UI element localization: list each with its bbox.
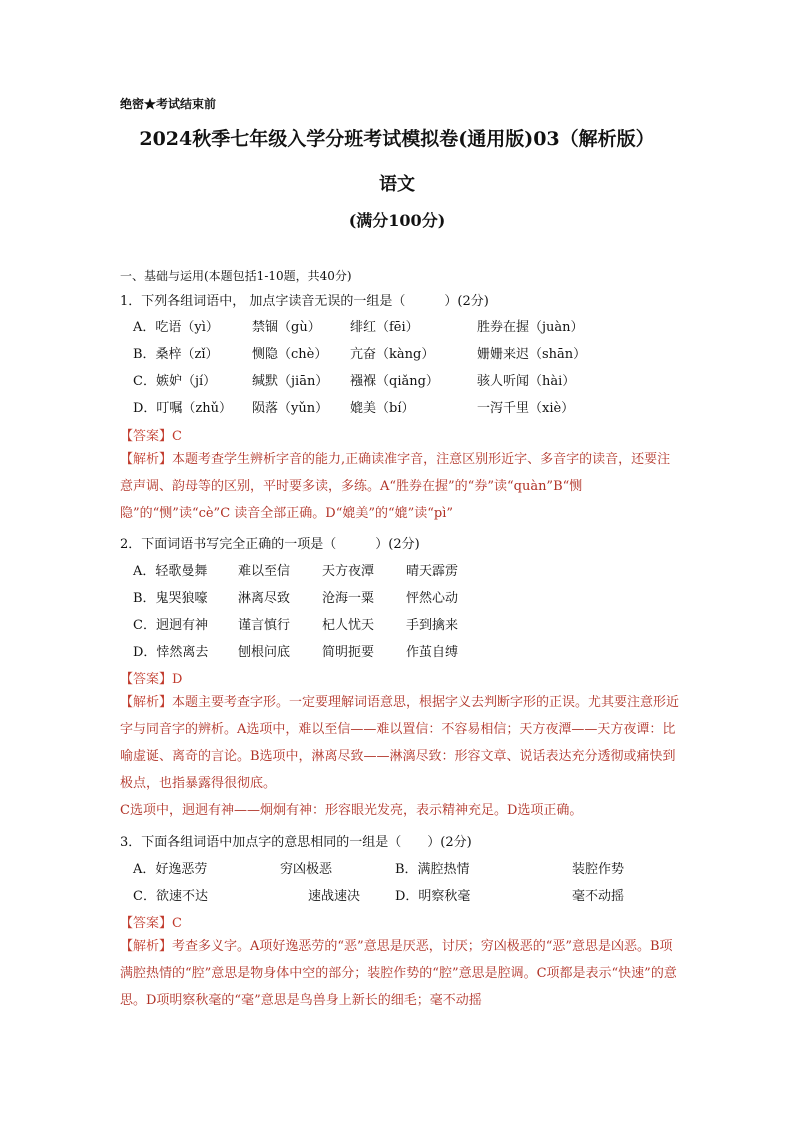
question-3-stem: 3．下面各组词语中加点字的意思相同的一组是（ ）(2分) bbox=[120, 835, 472, 850]
answer-label: 【答案】 bbox=[120, 916, 173, 931]
q1-option-a1: A．吃语（yì） bbox=[133, 320, 219, 335]
q2-option-a4: 晴天霹雳 bbox=[406, 564, 459, 579]
q2-option-b1: B．鬼哭狼嚎 bbox=[133, 591, 208, 606]
q1-option-b3: 亢奋（kàng） bbox=[350, 347, 435, 362]
analysis-label: 【解析】 bbox=[120, 939, 173, 954]
q2-analysis bbox=[120, 689, 680, 797]
q1-option-c1: C．嫉妒（jí） bbox=[133, 374, 217, 389]
q1-option-b1: B．桑梓（zǐ） bbox=[133, 347, 219, 362]
q1-option-c4: 骇人听闻（hài） bbox=[477, 374, 576, 389]
q2-option-a2: 难以至信 bbox=[238, 564, 291, 579]
q1-option-b2: 恻隐（chè） bbox=[252, 347, 328, 362]
q2-option-c4: 手到擒来 bbox=[406, 618, 459, 633]
section-heading: 一、基础与运用(本题包括1-10题，共40分) bbox=[120, 269, 352, 283]
q1-option-b4: 姗姗来迟（shān） bbox=[477, 347, 587, 362]
q1-answer bbox=[120, 425, 182, 444]
full-score: (满分100分) bbox=[348, 211, 446, 230]
analysis-text: 本题考查学生辨析字音的能力,正确读准字音，注意区别形近字、多音字的读音，还要注意声调、韵母等的区别，平时要多读，多练。A“胜券在握”的“券”读“quàn”B“恻隐”的“恻”读“cè”C 读音全部正确。D“媲美”的“媲”读“pì” bbox=[120, 452, 671, 521]
subject-title: 语文 bbox=[379, 174, 415, 195]
exam-title: 2024秋季七年级入学分班考试模拟卷(通用版)03（解析版） bbox=[139, 128, 655, 150]
q1-option-d2: 陨落（yǔn） bbox=[252, 401, 329, 416]
q3-option-d2: 毫不动摇 bbox=[572, 889, 625, 904]
q1-option-c3: 襁褓（qiǎng） bbox=[350, 374, 439, 389]
analysis-text: 本题主要考查字形。一定要理解词语意思，根据字义去判断字形的正误。尤其要注意形近字与同音字的辨析。A选项中，难以至信——难以置信：不容易相信；天方夜潭——天方夜谭：比喻虚诞、离奇的言论。B选项中，淋离尽致——淋漓尽致：形容文章、说话表达充分透彻或痛快到极点，也指暴露得很彻底。 bbox=[120, 695, 680, 791]
q1-option-a2: 禁锢（gù） bbox=[252, 320, 321, 335]
q3-answer bbox=[120, 912, 182, 931]
q2-option-d3: 简明扼要 bbox=[322, 645, 375, 660]
answer-value: C bbox=[172, 429, 182, 444]
answer-value: C bbox=[172, 916, 182, 931]
q2-option-d2: 刨根问底 bbox=[238, 645, 291, 660]
question-1-stem: 1．下列各组词语中， 加点字读音无误的一组是（ ）(2分) bbox=[120, 294, 489, 309]
answer-label: 【答案】 bbox=[120, 672, 173, 687]
q3-option-a1: A．好逸恶劳 bbox=[133, 862, 208, 877]
q3-option-c2: 速战速决 bbox=[308, 889, 361, 904]
confidential-label: 绝密★考试结束前 bbox=[120, 97, 217, 111]
q3-analysis bbox=[120, 933, 680, 1014]
q2-answer bbox=[120, 668, 182, 687]
q2-option-c2: 谨言慎行 bbox=[238, 618, 291, 633]
q2-option-c1: C．迥迥有神 bbox=[133, 618, 208, 633]
q2-option-c3: 杞人忧天 bbox=[322, 618, 375, 633]
analysis-text: 考查多义字。A项好逸恶劳的“恶”意思是厌恶，讨厌；穷凶极恶的“恶”意思是凶恶。B项满腔热情的“腔”意思是物身体中空的部分；装腔作势的“腔”意思是腔调。C项都是表示“快速”的意思。D项明察秋毫的“毫”意思是鸟兽身上新长的细毛；毫不动摇 bbox=[120, 939, 677, 1008]
q2-option-d1: D．悻然离去 bbox=[133, 645, 209, 660]
q2-option-d4: 作茧自缚 bbox=[406, 645, 459, 660]
q2-analysis-continued: C选项中，迥迥有神——炯炯有神：形容眼光发亮，表示精神充足。D选项正确。 bbox=[120, 803, 583, 818]
question-2-stem: 2．下面词语书写完全正确的一项是（ ）(2分) bbox=[120, 537, 420, 552]
q1-option-d3: 媲美（bí） bbox=[350, 401, 415, 416]
q3-option-c1: C．欲速不达 bbox=[133, 889, 208, 904]
q3-option-b2: 装腔作势 bbox=[572, 862, 625, 877]
q3-option-a2: 穷凶极恶 bbox=[280, 862, 333, 877]
q2-option-a3: 天方夜潭 bbox=[322, 564, 375, 579]
q2-option-b2: 淋离尽致 bbox=[238, 591, 291, 606]
analysis-label: 【解析】 bbox=[120, 452, 173, 467]
q1-option-a4: 胜券在握（juàn） bbox=[477, 320, 584, 335]
q2-option-b4: 怦然心动 bbox=[406, 591, 459, 606]
q1-option-a3: 绯红（fēi） bbox=[350, 320, 419, 335]
analysis-label: 【解析】 bbox=[120, 695, 173, 710]
q1-option-c2: 缄默（jiān） bbox=[252, 374, 329, 389]
answer-value: D bbox=[172, 672, 183, 687]
q2-option-b3: 沧海一粟 bbox=[322, 591, 375, 606]
q3-option-d1: D．明察秋毫 bbox=[395, 889, 471, 904]
q1-option-d1: D．叮嘱（zhǔ） bbox=[133, 401, 233, 416]
q1-option-d4: 一泻千里（xiè） bbox=[477, 401, 575, 416]
q2-option-a1: A．轻歌曼舞 bbox=[133, 564, 208, 579]
q3-option-b1: B．满腔热情 bbox=[395, 862, 470, 877]
answer-label: 【答案】 bbox=[120, 429, 173, 444]
q1-analysis bbox=[120, 446, 680, 527]
